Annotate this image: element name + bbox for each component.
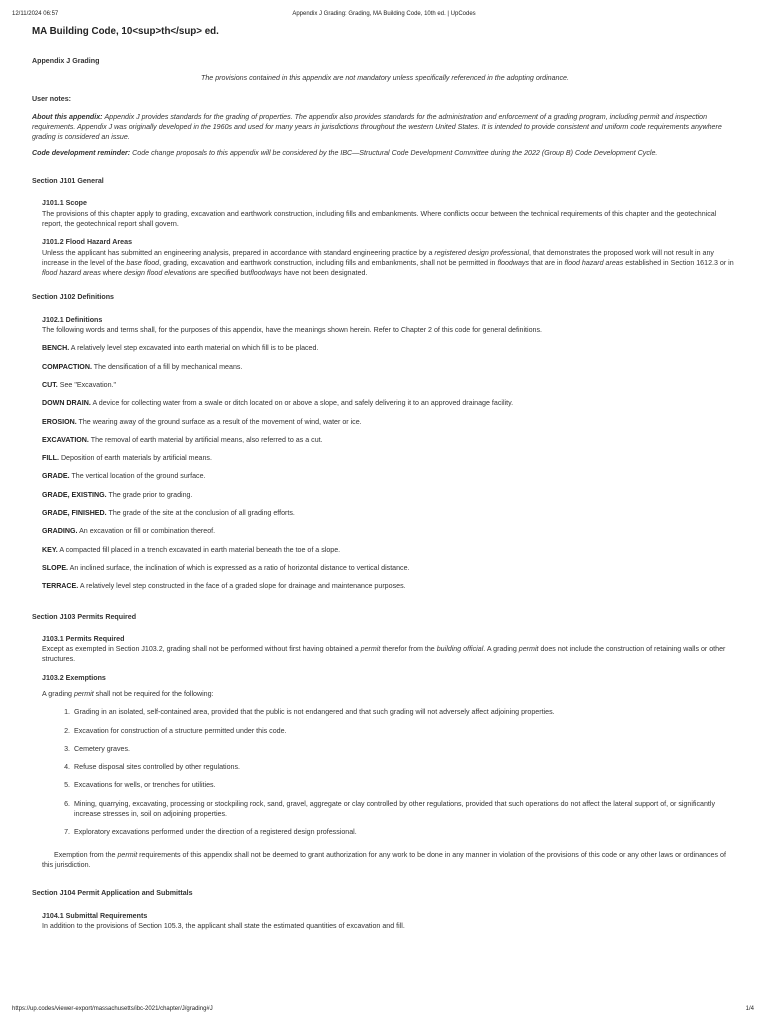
j101-1-scope — [32, 198, 738, 229]
j104-1-text: In addition to the provisions of Section 105.3, the applicant shall state the estimated quantities of excavation and fill. — [42, 921, 405, 930]
j101-1-text: The provisions of this chapter apply to grading, excavation and earthwork construction, including fills and embankments. Where conflicts occur between the technical requirements of this chapter and the geotechnical report, the geotechnical report shall govern. — [42, 209, 717, 228]
j103-2-heading: J103.2 Exemptions — [42, 673, 106, 682]
print-timestamp: 12/11/2024 06:57 — [12, 11, 59, 17]
j101-2-flood-hazard — [32, 237, 738, 278]
j102-1-definitions — [32, 315, 738, 592]
j103-1-text: Except as exempted in Section J103.2, grading shall not be performed without first having obtained a permit therefor from the building official. A grading permit does not include the construction of retaining walls or other structures. — [42, 645, 726, 664]
reminder-label: Code development reminder: — [32, 148, 131, 157]
user-notes-label: User notes: — [32, 94, 72, 103]
list-item: 6. Mining, quarrying, excavating, processing or stockpiling rock, sand, gravel, aggregate or clay controlled by other regulations, provided that such operations do not affect the lateral support of, or significantly increase stresses in, soil on adjoining properties. — [72, 799, 738, 820]
definition-item: DOWN DRAIN. A device for collecting water from a swale or ditch located on or above a slope, and safely delivering it to an approved drainage facility. — [42, 399, 514, 408]
section-j101-heading: Section J101 General — [32, 177, 104, 186]
list-item: 2. Excavation for construction of a structure permitted under this code. — [72, 726, 738, 736]
section-j102-heading: Section J102 Definitions — [32, 293, 114, 302]
j101-2-heading: J101.2 Flood Hazard Areas — [42, 238, 133, 247]
j103-2-exemptions — [32, 673, 738, 838]
code-development-reminder — [32, 148, 738, 158]
j101-1-heading: J101.1 Scope — [42, 199, 87, 208]
definition-item: EROSION. The wearing away of the ground surface as a result of the movement of wind, water or ice. — [42, 417, 362, 426]
about-text: Appendix J provides standards for the grading of properties. The appendix also provides standards for the administration and enforcement of a grading program, including permit and inspection requirements. Appendix J was originally developed in the 1960s and used for many years in jurisdictions throughout the western United States. It is intended to provide consistent and uniform code requirements anywhere grading is considered an issue. — [32, 112, 722, 142]
definition-item: GRADE. The vertical location of the ground surface. — [42, 472, 206, 481]
j102-1-intro: The following words and terms shall, for the purposes of this appendix, have the meanings shown herein. Refer to Chapter 2 of this code for general definitions. — [42, 326, 542, 335]
j103-2-intro: A grading permit shall not be required for the following: — [42, 689, 214, 698]
section-j104-heading: Section J104 Permit Application and Submittals — [32, 889, 193, 898]
list-item: 7. Exploratory excavations performed under the direction of a registered design professional. — [72, 827, 738, 837]
definition-item: EXCAVATION. The removal of earth material by artificial means, also referred to as a cut. — [42, 435, 323, 444]
definition-item: CUT. See "Excavation." — [42, 380, 117, 389]
definition-item: GRADE, EXISTING. The grade prior to grading. — [42, 490, 193, 499]
print-url: https://up.codes/viewer-export/massachusetts/ibc-2021/chapter/J/grading#J — [12, 1006, 213, 1012]
about-appendix-note — [32, 112, 738, 143]
j103-1-permits-required — [32, 634, 738, 665]
list-item: 5. Excavations for wells, or trenches for utilities. — [72, 780, 738, 790]
j104-1-heading: J104.1 Submittal Requirements — [42, 911, 148, 920]
exemption-note: Exemption from the permit requirements of this appendix shall not be deemed to grant authorization for any work to be done in any manner in violation of the provisions of this code or any other laws or ordinances of this jurisdiction. — [42, 850, 726, 869]
j104-1-submittal-requirements — [32, 911, 738, 932]
print-page-number: 1/4 — [745, 1006, 754, 1012]
appendix-label: Appendix J Grading — [32, 57, 100, 65]
j103-1-heading: J103.1 Permits Required — [42, 634, 125, 643]
definition-item: GRADING. An excavation or fill or combination thereof. — [42, 527, 216, 536]
list-item: 3. Cemetery graves. — [72, 744, 738, 754]
list-item: 1. Grading in an isolated, self-contained area, provided that the public is not endangered and that such grading will not adversely affect adjoining properties. — [72, 707, 738, 717]
reminder-text: Code change proposals to this appendix will be considered by the IBC—Structural Code Development Committee during the 2022 (Group B) Code Development Cycle. — [132, 148, 658, 157]
definition-item: BENCH. A relatively level step excavated into earth material on which fill is to be placed. — [42, 344, 319, 353]
definition-item: SLOPE. An inclined surface, the inclination of which is expressed as a ratio of horizontal distance to vertical distance. — [42, 563, 410, 572]
document-title: MA Building Code, 10<sup>th</sup> ed. — [32, 26, 219, 37]
j102-1-heading: J102.1 Definitions — [42, 315, 103, 324]
exemptions-list — [42, 707, 738, 837]
definition-item: COMPACTION. The densification of a fill by mechanical means. — [42, 362, 243, 371]
j101-2-text: Unless the applicant has submitted an engineering analysis, prepared in accordance with standard engineering practice by a registered design professional, that demonstrates the proposed work will not result in any increase in the level of the base flood, grading, excavation and earthwork construction, including fills and embankments, shall not be permitted in floodways that are in flood hazard areas established in Section 1612.3 or in flood hazard areas where design flood elevations are specified butfloodways have not been designated. — [42, 248, 734, 278]
print-page-title: Appendix J Grading: Grading, MA Building Code, 10th ed. | UpCodes — [292, 11, 476, 17]
definitions-list — [42, 343, 738, 591]
definition-item: FILL. Deposition of earth materials by artificial means. — [42, 454, 212, 463]
definition-item: TERRACE. A relatively level step constructed in the face of a graded slope for drainage and maintenance purposes. — [42, 582, 406, 591]
section-j103-heading: Section J103 Permits Required — [32, 612, 137, 621]
document-body — [32, 25, 738, 931]
list-item: 4. Refuse disposal sites controlled by other regulations. — [72, 762, 738, 772]
provisions-note: The provisions contained in this appendix are not mandatory unless specifically referenced in the adopting ordinance. — [201, 74, 569, 83]
definition-item: KEY. A compacted fill placed in a trench excavated in earth material beneath the toe of a slope. — [42, 545, 341, 554]
about-label: About this appendix: — [32, 112, 103, 121]
definition-item: GRADE, FINISHED. The grade of the site at the conclusion of all grading efforts. — [42, 509, 295, 518]
